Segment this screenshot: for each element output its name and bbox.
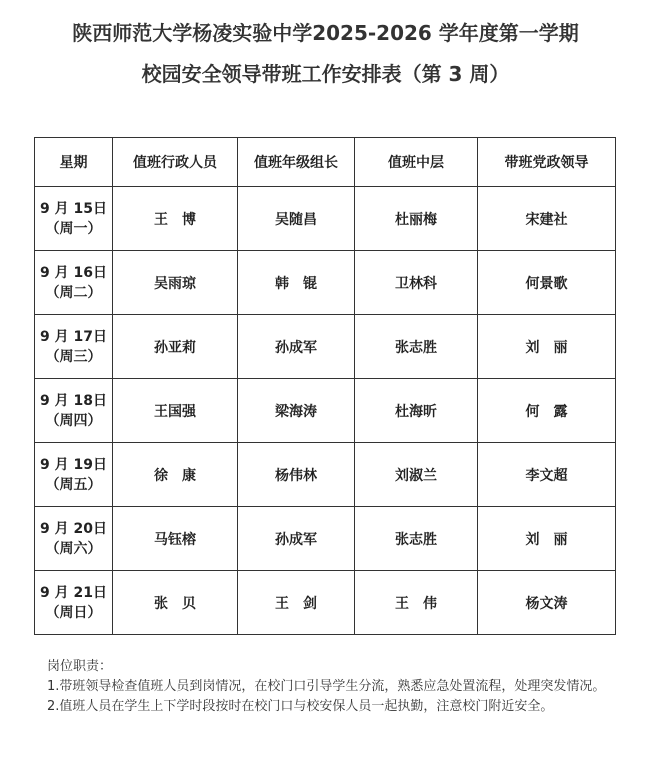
table-row: [35, 315, 616, 379]
weekday-text: （周三）: [45, 348, 102, 365]
header-grade-leader: 值班年级组长: [238, 138, 355, 187]
party-leader-cell: 宋建社: [478, 187, 616, 251]
document-title-line-1: 陕西师范大学杨凌实验中学2025-2026 学年度第一学期: [72, 21, 579, 45]
party-leader-cell: 杨文涛: [478, 571, 616, 635]
grade-leader-cell: 杨伟林: [238, 443, 355, 507]
party-leader-cell: 何景歌: [478, 251, 616, 315]
date-text: 9 月 18日: [40, 392, 107, 409]
date-text: 9 月 16日: [40, 264, 107, 281]
date-cell: [35, 379, 113, 443]
admin-cell: 王 博: [113, 187, 238, 251]
grade-leader-cell: 孙成军: [238, 315, 355, 379]
admin-cell: 张 贝: [113, 571, 238, 635]
date-cell: [35, 507, 113, 571]
header-party-leader: 带班党政领导: [478, 138, 616, 187]
grade-leader-cell: 梁海涛: [238, 379, 355, 443]
party-leader-cell: 刘 丽: [478, 315, 616, 379]
middle-manager-cell: 张志胜: [355, 507, 478, 571]
grade-leader-cell: 韩 锟: [238, 251, 355, 315]
admin-cell: 徐 康: [113, 443, 238, 507]
date-cell: [35, 187, 113, 251]
table-row: [35, 571, 616, 635]
party-leader-cell: 何 露: [478, 379, 616, 443]
duties-heading: 岗位职责：: [47, 659, 113, 674]
weekday-text: （周四）: [45, 412, 102, 429]
date-cell: [35, 251, 113, 315]
party-leader-cell: 李文超: [478, 443, 616, 507]
admin-cell: 马钰榕: [113, 507, 238, 571]
date-text: 9 月 17日: [40, 328, 107, 345]
admin-cell: 王国强: [113, 379, 238, 443]
weekday-text: （周六）: [45, 540, 102, 557]
document-title-line-2: 校园安全领导带班工作安排表（第 3 周）: [141, 62, 510, 86]
grade-leader-cell: 孙成军: [238, 507, 355, 571]
duties-section: [47, 657, 617, 717]
grade-leader-cell: 王 剑: [238, 571, 355, 635]
middle-manager-cell: 张志胜: [355, 315, 478, 379]
date-cell: [35, 315, 113, 379]
table-row: [35, 443, 616, 507]
weekday-text: （周日）: [45, 604, 102, 621]
weekday-text: （周五）: [45, 476, 102, 493]
table-header-row: [35, 138, 616, 187]
grade-leader-cell: 吴随昌: [238, 187, 355, 251]
date-text: 9 月 15日: [40, 200, 107, 217]
duty-item: 2.值班人员在学生上下学时段按时在校门口与校安保人员一起执勤，注意校门附近安全。: [47, 699, 554, 714]
middle-manager-cell: 刘淑兰: [355, 443, 478, 507]
duty-schedule-table: [34, 137, 616, 635]
weekday-text: （周一）: [45, 220, 102, 237]
middle-manager-cell: 卫林科: [355, 251, 478, 315]
header-weekday: 星期: [35, 138, 113, 187]
admin-cell: 吴雨琼: [113, 251, 238, 315]
table-row: [35, 187, 616, 251]
date-text: 9 月 21日: [40, 584, 107, 601]
header-admin: 值班行政人员: [113, 138, 238, 187]
header-middle-manager: 值班中层: [355, 138, 478, 187]
date-cell: [35, 571, 113, 635]
date-text: 9 月 20日: [40, 520, 107, 537]
table-row: [35, 251, 616, 315]
weekday-text: （周二）: [45, 284, 102, 301]
duty-item: 1.带班领导检查值班人员到岗情况，在校门口引导学生分流，熟悉应急处置流程，处理突发情况。: [47, 679, 606, 694]
date-text: 9 月 19日: [40, 456, 107, 473]
admin-cell: 孙亚莉: [113, 315, 238, 379]
middle-manager-cell: 王 伟: [355, 571, 478, 635]
middle-manager-cell: 杜丽梅: [355, 187, 478, 251]
party-leader-cell: 刘 丽: [478, 507, 616, 571]
middle-manager-cell: 杜海昕: [355, 379, 478, 443]
table-row: [35, 379, 616, 443]
date-cell: [35, 443, 113, 507]
table-row: [35, 507, 616, 571]
